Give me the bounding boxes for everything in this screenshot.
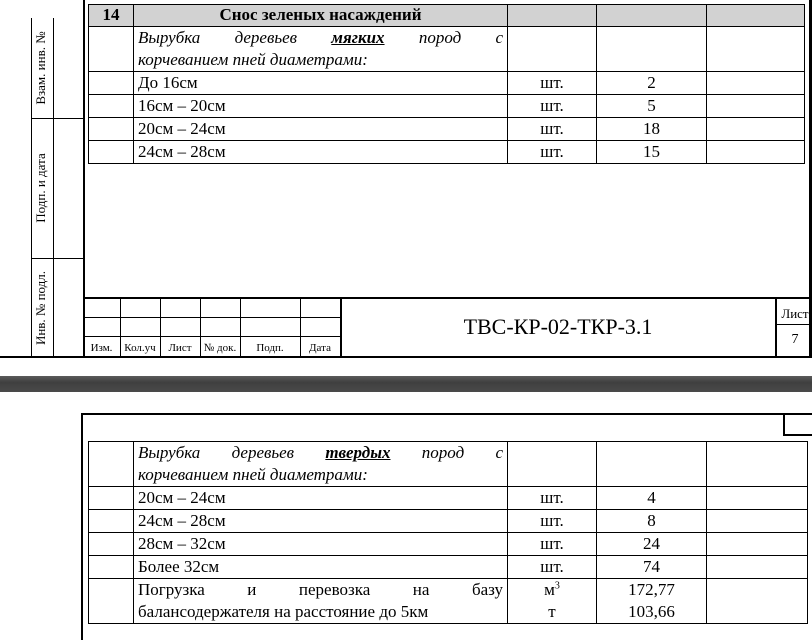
table-row [89, 118, 805, 141]
row-unit: шт. [508, 510, 597, 533]
softwood-emphasis: мягких [331, 28, 385, 47]
row-qty: 2 [597, 72, 707, 95]
row-qty: 24 [597, 533, 707, 556]
table-row [89, 141, 805, 164]
table-row [89, 487, 808, 510]
caption-data: Дата [309, 342, 331, 354]
page-gap [0, 376, 812, 392]
row-name: До 16см [134, 72, 508, 95]
stamp-vzam-label: Взам. инв. № [33, 31, 48, 105]
sheet2-corner-line-h [783, 434, 812, 436]
sheet2-corner-line [783, 413, 785, 435]
sheet-label: Лист [781, 306, 809, 321]
description-row [89, 442, 808, 487]
row-unit: шт. [508, 72, 597, 95]
row-qty: 74 [597, 556, 707, 579]
row-qty: 15 [597, 141, 707, 164]
table-row [89, 556, 808, 579]
row-unit: шт. [508, 141, 597, 164]
description-hard-species: Вырубка деревьев твердых пород с корчеванием пней диаметрами: [134, 442, 508, 487]
row-name: 28см – 32см [134, 533, 508, 556]
table-row [89, 95, 805, 118]
section-header-row [89, 5, 805, 27]
caption-podp: Подп. [256, 342, 284, 354]
row-unit: шт. [508, 487, 597, 510]
table-row [89, 533, 808, 556]
row-qty: 5 [597, 95, 707, 118]
sheet2-left-border [81, 413, 83, 640]
spec-table-sheet-2 [88, 441, 808, 624]
margin-stamp [31, 18, 83, 358]
section-title: Снос зеленых насаждений [134, 5, 508, 27]
transport-row [89, 579, 808, 624]
hardwood-emphasis: твердых [325, 443, 391, 462]
row-unit: шт. [508, 556, 597, 579]
row-qty: 8 [597, 510, 707, 533]
table-row [89, 72, 805, 95]
stamp-podp-label: Подп. и дата [33, 153, 48, 223]
description-soft-species: Вырубка деревьев мягких пород с корчеванием пней диаметрами: [134, 27, 508, 72]
sheet-number: 7 [791, 332, 799, 347]
row-name: 24см – 28см [134, 510, 508, 533]
sheet2-top-border [82, 413, 812, 415]
caption-list: Лист [168, 342, 192, 354]
caption-doc: № док. [203, 342, 237, 354]
transport-units: $м^3$ т [508, 579, 597, 624]
row-unit: шт. [508, 118, 597, 141]
row-name: 16см – 20см [134, 95, 508, 118]
caption-izm: Изм. [90, 342, 113, 354]
row-name: 24см – 28см [134, 141, 508, 164]
stamp-inv-label: Инв. № подл. [33, 270, 48, 346]
row-name: 20см – 24см [134, 118, 508, 141]
transport-quantities: 172,77 103,66 [597, 579, 707, 624]
transport-description: Погрузка и перевозка на базу балансодержателя на расстояние до 5км [134, 579, 508, 624]
document-code: ТВС-КР-02-ТКР-3.1 [463, 314, 653, 339]
caption-kolvo: Кол.уч [124, 342, 156, 354]
section-number: 14 [89, 5, 134, 27]
row-qty: 4 [597, 487, 707, 510]
title-block [83, 297, 809, 358]
spec-table-sheet-1 [88, 4, 805, 164]
row-name: Более 32см [134, 556, 508, 579]
table-row [89, 510, 808, 533]
row-unit: шт. [508, 95, 597, 118]
description-row [89, 27, 805, 72]
row-name: 20см – 24см [134, 487, 508, 510]
row-unit: шт. [508, 533, 597, 556]
row-qty: 18 [597, 118, 707, 141]
